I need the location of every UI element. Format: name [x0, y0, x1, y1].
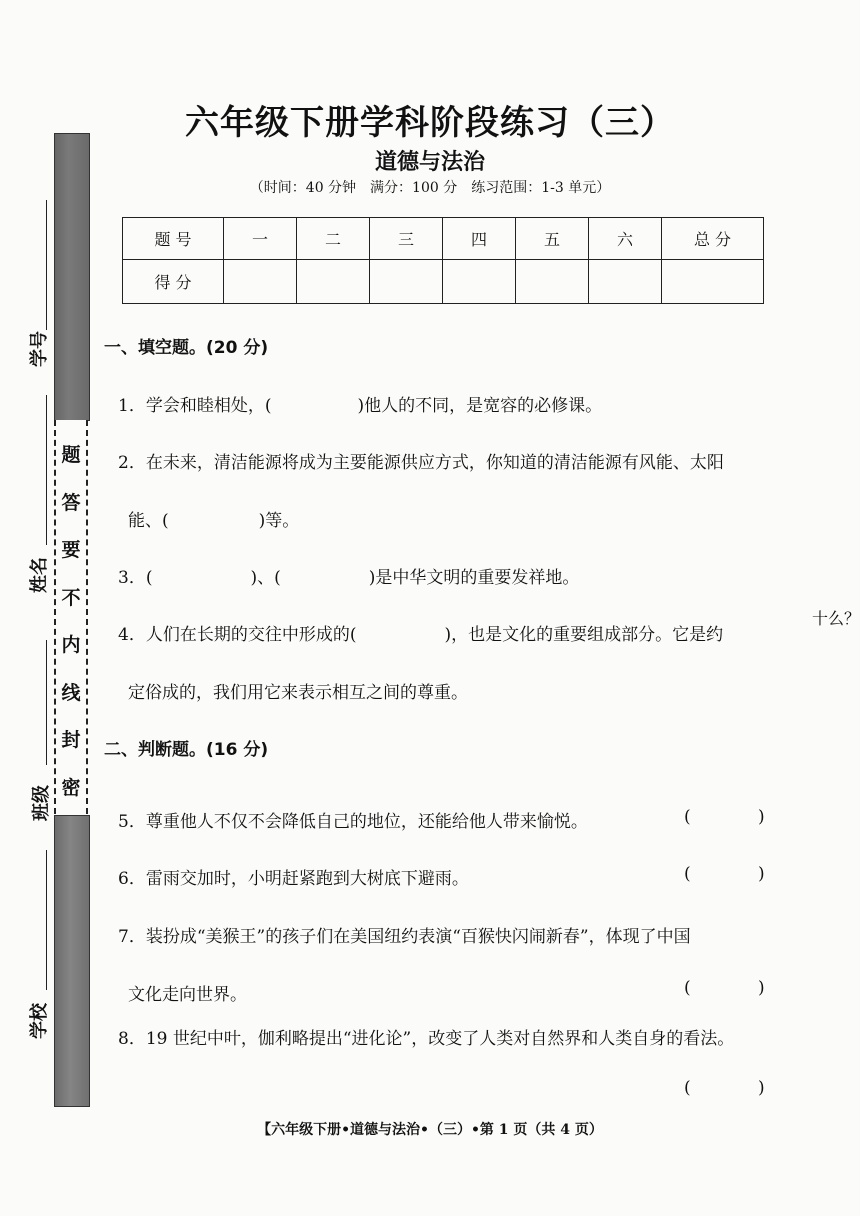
table-cell: 二: [297, 218, 370, 260]
question-text: )、(: [250, 568, 281, 588]
table-cell: 三: [370, 218, 443, 260]
score-input-cell[interactable]: [589, 260, 662, 304]
question-text: 3．(: [118, 568, 153, 588]
name-line[interactable]: [46, 395, 47, 545]
seal-char: 答: [61, 491, 81, 514]
seal-char: 题: [61, 444, 81, 466]
question-3: [118, 563, 579, 588]
seal-char: 密: [61, 776, 81, 799]
question-text: 1．学会和睦相处，(: [118, 396, 272, 416]
table-cell: 一: [224, 218, 297, 260]
page-title: 六年级下册学科阶段练习（三）: [185, 103, 675, 143]
class-line[interactable]: [46, 640, 47, 765]
answer-paren-close: ): [758, 807, 765, 827]
judgment-answer-blank[interactable]: [700, 976, 754, 1000]
question-text: )等。: [258, 511, 300, 531]
seal-char: 不: [61, 586, 81, 609]
table-cell: 四: [443, 218, 516, 260]
table-cell: 得 分: [123, 260, 224, 304]
page-footer: 【六年级下册•道德与法治•（三）•第 1 页（共 4 页）: [257, 1122, 603, 1138]
table-cell: 六: [589, 218, 662, 260]
question-6: 6．雷雨交加时，小明赶紧跑到大树底下避雨。: [118, 869, 469, 889]
seal-notice: [56, 440, 86, 800]
score-input-cell[interactable]: [516, 260, 589, 304]
score-header-row: [123, 218, 764, 260]
answer-paren-close: ): [758, 1078, 765, 1098]
school-label: 学校: [29, 1003, 50, 1039]
question-4: [118, 620, 723, 645]
student-id-line[interactable]: [46, 200, 47, 330]
class-label: 班级: [31, 785, 52, 821]
question-text: )，也是文化的重要组成部分。它是约: [444, 625, 724, 645]
question-7-cont: 文化走向世界。: [128, 985, 247, 1005]
question-text: 能、(: [128, 511, 169, 531]
table-cell: 五: [516, 218, 589, 260]
answer-paren-open: (: [684, 1078, 691, 1098]
score-input-cell[interactable]: [443, 260, 516, 304]
table-cell: 题 号: [123, 218, 224, 260]
question-5: 5．尊重他人不仅不会降低自己的地位，还能给他人带来愉悦。: [118, 812, 588, 832]
binding-strip-bottom: [54, 815, 90, 1107]
judgment-answer-blank[interactable]: [700, 805, 754, 829]
score-value-row: [123, 260, 764, 304]
seal-char: 线: [61, 681, 81, 704]
score-input-cell[interactable]: [370, 260, 443, 304]
score-table: [122, 217, 764, 304]
school-line[interactable]: [46, 850, 47, 990]
seal-char: 内: [61, 634, 81, 657]
name-label: 姓名: [29, 557, 50, 593]
score-input-cell[interactable]: [297, 260, 370, 304]
score-input-cell[interactable]: [224, 260, 297, 304]
question-text: 4．人们在长期的交往中形成的(: [118, 625, 357, 645]
adjacent-page-fragment: 十么？: [812, 609, 860, 628]
exam-info: （时间：40 分钟 满分：100 分 练习范围：1-3 单元）: [249, 180, 611, 196]
judgment-answer-blank[interactable]: [700, 862, 754, 886]
question-text: )是中华文明的重要发祥地。: [368, 568, 580, 588]
seal-char: 要: [61, 539, 81, 562]
question-text: )他人的不同，是宽容的必修课。: [357, 396, 603, 416]
answer-paren-open: (: [684, 864, 691, 884]
answer-paren-close: ): [758, 864, 765, 884]
question-2: 2．在未来，清洁能源将成为主要能源供应方式，你知道的清洁能源有风能、太阳: [118, 453, 724, 473]
judgment-answer-blank[interactable]: [700, 1076, 754, 1100]
score-input-cell[interactable]: [662, 260, 764, 304]
seal-char: 封: [61, 729, 81, 752]
subject-title: 道德与法治: [374, 150, 485, 175]
question-2-cont: [128, 506, 299, 531]
table-cell: 总 分: [662, 218, 764, 260]
student-id-label: 学号: [29, 331, 50, 367]
answer-paren-close: ): [758, 978, 765, 998]
question-4-cont: 定俗成的，我们用它来表示相互之间的尊重。: [128, 683, 468, 703]
section-heading: 二、判断题。(16 分): [104, 740, 269, 760]
section-heading: 一、填空题。(20 分): [104, 338, 269, 358]
answer-paren-open: (: [684, 978, 691, 998]
question-1: [118, 391, 602, 416]
answer-paren-open: (: [684, 807, 691, 827]
question-8: 8．19 世纪中叶，伽利略提出“进化论”，改变了人类对自然界和人类自身的看法。: [118, 1029, 735, 1049]
question-7: 7．装扮成“美猴王”的孩子们在美国纽约表演“百猴快闪闹新春”，体现了中国: [118, 927, 691, 947]
